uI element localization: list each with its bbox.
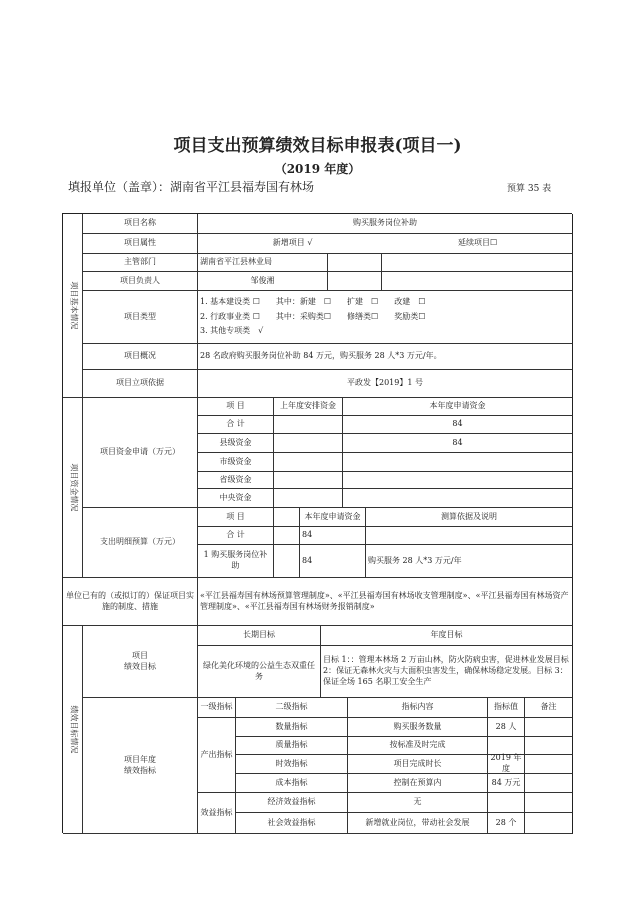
table-number: 预算 35 表 bbox=[507, 184, 552, 194]
label: 项目资金申请（万元） bbox=[83, 398, 198, 508]
section-label: 项目基本情况 bbox=[68, 281, 78, 330]
header-cell: 项 目 bbox=[198, 398, 274, 416]
indicator-cell: 无 bbox=[348, 793, 488, 813]
label: 长期目标 bbox=[198, 626, 321, 646]
long-goal: 绿化美化环境的公益生态双重任务 bbox=[198, 646, 321, 698]
indicator-cell bbox=[525, 755, 573, 774]
indicator-cell: 质量指标 bbox=[236, 737, 348, 755]
project-attr bbox=[198, 234, 573, 254]
fund-cell bbox=[274, 416, 343, 434]
indicator-cell: 成本指标 bbox=[236, 774, 348, 793]
indicator-cell: 时效指标 bbox=[236, 755, 348, 774]
indicator-cell: 数量指标 bbox=[236, 718, 348, 737]
annual-goal: 目标 1：：管理本林场 2 万亩山林，防火防病虫害，促进林业发展目标 2：保证无森林火灾与大面积虫害发生，确保林场稳定发展。目标 3：保证全场 165 名职工安全生产 bbox=[321, 646, 573, 698]
label: 项目立项依据 bbox=[83, 370, 198, 398]
fund-cell bbox=[274, 472, 343, 489]
header-cell: 备注 bbox=[525, 698, 573, 718]
section-funds bbox=[63, 398, 83, 578]
fund-cell: 县级资金 bbox=[198, 434, 274, 453]
person: 邹俊湘 bbox=[198, 272, 328, 291]
indicator-cell bbox=[525, 774, 573, 793]
detail-cell: 84 bbox=[300, 527, 366, 545]
label: 项目概况 bbox=[83, 344, 198, 370]
header-cell: 本年度申请资金 bbox=[343, 398, 573, 416]
header-cell: 项 目 bbox=[198, 508, 274, 527]
fund-cell: 84 bbox=[343, 434, 573, 453]
fund-cell: 84 bbox=[343, 416, 573, 434]
section-perf bbox=[63, 626, 83, 834]
fund-cell: 市级资金 bbox=[198, 453, 274, 472]
basis: 平政发【2019】1 号 bbox=[198, 370, 573, 398]
level1: 效益指标 bbox=[198, 793, 236, 834]
indicator-cell bbox=[525, 793, 573, 813]
detail-cell bbox=[274, 545, 300, 578]
label: 单位已有的（或拟订的）保证项目实施的制度、措施 bbox=[63, 578, 198, 626]
label: 年度目标 bbox=[321, 626, 573, 646]
label: 项目负责人 bbox=[83, 272, 198, 291]
type-line: 1. 基本建设类 ☐ 其中：新建 ☐ 扩建 ☐ 改建 ☐ bbox=[200, 296, 426, 306]
overview: 28 名政府购买服务岗位补助 84 万元，购买服务 28 人*3 万元/年。 bbox=[198, 344, 573, 370]
detail-cell: 1 购买服务岗位补助 bbox=[198, 545, 274, 578]
doc-title: 项目支出预算绩效目标申报表(项目一) bbox=[173, 136, 462, 156]
label: 支出明细预算（万元） bbox=[83, 508, 198, 578]
indicator-cell bbox=[525, 737, 573, 755]
indicator-cell: 84 万元 bbox=[488, 774, 525, 793]
type-line: 2. 行政事业类 ☐ 其中：采购类☐ 修缮类☐ 奖励类☐ bbox=[200, 311, 426, 321]
project-type bbox=[198, 291, 573, 344]
indicator-cell: 28 人 bbox=[488, 718, 525, 737]
detail-cell: 合 计 bbox=[198, 527, 274, 545]
indicator-cell: 项目完成时长 bbox=[348, 755, 488, 774]
empty-cell bbox=[328, 272, 382, 291]
label: 项目 绩效目标 bbox=[83, 626, 198, 698]
header-cell: 上年度安排资金 bbox=[274, 398, 343, 416]
indicator-cell: 控制在预算内 bbox=[348, 774, 488, 793]
header-cell: 测算依据及说明 bbox=[366, 508, 573, 527]
detail-cell bbox=[366, 527, 573, 545]
budget-table bbox=[62, 213, 572, 833]
indicator-cell: 2019 年度 bbox=[488, 755, 525, 774]
empty-cell bbox=[382, 272, 573, 291]
section-basic bbox=[63, 214, 83, 398]
indicator-cell: 新增就业岗位，带动社会发展 bbox=[348, 813, 488, 834]
label: 项目类型 bbox=[83, 291, 198, 344]
label: 项目属性 bbox=[83, 234, 198, 254]
fund-cell bbox=[343, 453, 573, 472]
section-label: 绩效目标情况 bbox=[68, 705, 78, 754]
measures: «平江县福寿国有林场预算管理制度»、«平江县福寿国有林场收支管理制度»、«平江县福寿国有林场资产管理制度»、«平江县福寿国有林场财务报销制度» bbox=[198, 578, 573, 626]
fund-cell bbox=[274, 434, 343, 453]
indicator-cell: 经济效益指标 bbox=[236, 793, 348, 813]
indicator-cell bbox=[525, 718, 573, 737]
detail-cell bbox=[274, 527, 300, 545]
attr-continue: 延续项目☐ bbox=[458, 238, 498, 248]
label: 主管部门 bbox=[83, 254, 198, 272]
fund-cell: 合 计 bbox=[198, 416, 274, 434]
header-cell: 本年度申请资金 bbox=[300, 508, 366, 527]
detail-cell: 购买服务 28 人*3 万元/年 bbox=[366, 545, 573, 578]
indicator-cell: 社会效益指标 bbox=[236, 813, 348, 834]
fund-cell bbox=[274, 453, 343, 472]
indicator-cell bbox=[488, 793, 525, 813]
level1: 产出指标 bbox=[198, 718, 236, 793]
filing-unit: 填报单位（盖章）：湖南省平江县福寿国有林场 bbox=[68, 180, 315, 194]
indicator-cell: 按标准及时完成 bbox=[348, 737, 488, 755]
header-cell: 指标内容 bbox=[348, 698, 488, 718]
doc-subtitle: （2019 年度） bbox=[274, 162, 361, 176]
header-cell: 一级指标 bbox=[198, 698, 236, 718]
header-cell: 指标值 bbox=[488, 698, 525, 718]
section-label: 项目资金情况 bbox=[68, 463, 78, 512]
project-name: 购买服务岗位补助 bbox=[198, 214, 573, 234]
indicator-cell bbox=[525, 813, 573, 834]
detail-cell: 84 bbox=[300, 545, 366, 578]
indicator-cell: 28 个 bbox=[488, 813, 525, 834]
fund-cell bbox=[274, 489, 343, 508]
empty-cell bbox=[328, 254, 382, 272]
label: 项目年度 绩效指标 bbox=[83, 698, 198, 834]
label: 项目名称 bbox=[83, 214, 198, 234]
indicator-cell: 购买服务数量 bbox=[348, 718, 488, 737]
attr-new: 新增项目 √ bbox=[272, 238, 313, 248]
fund-cell bbox=[343, 489, 573, 508]
fund-cell: 中央资金 bbox=[198, 489, 274, 508]
fund-cell: 省级资金 bbox=[198, 472, 274, 489]
dept: 湖南省平江县林业局 bbox=[198, 254, 328, 272]
fund-cell bbox=[343, 472, 573, 489]
header-cell: 二级指标 bbox=[236, 698, 348, 718]
empty-cell bbox=[382, 254, 573, 272]
header-cell bbox=[274, 508, 300, 527]
type-line: 3. 其他专项类 √ bbox=[200, 326, 264, 336]
